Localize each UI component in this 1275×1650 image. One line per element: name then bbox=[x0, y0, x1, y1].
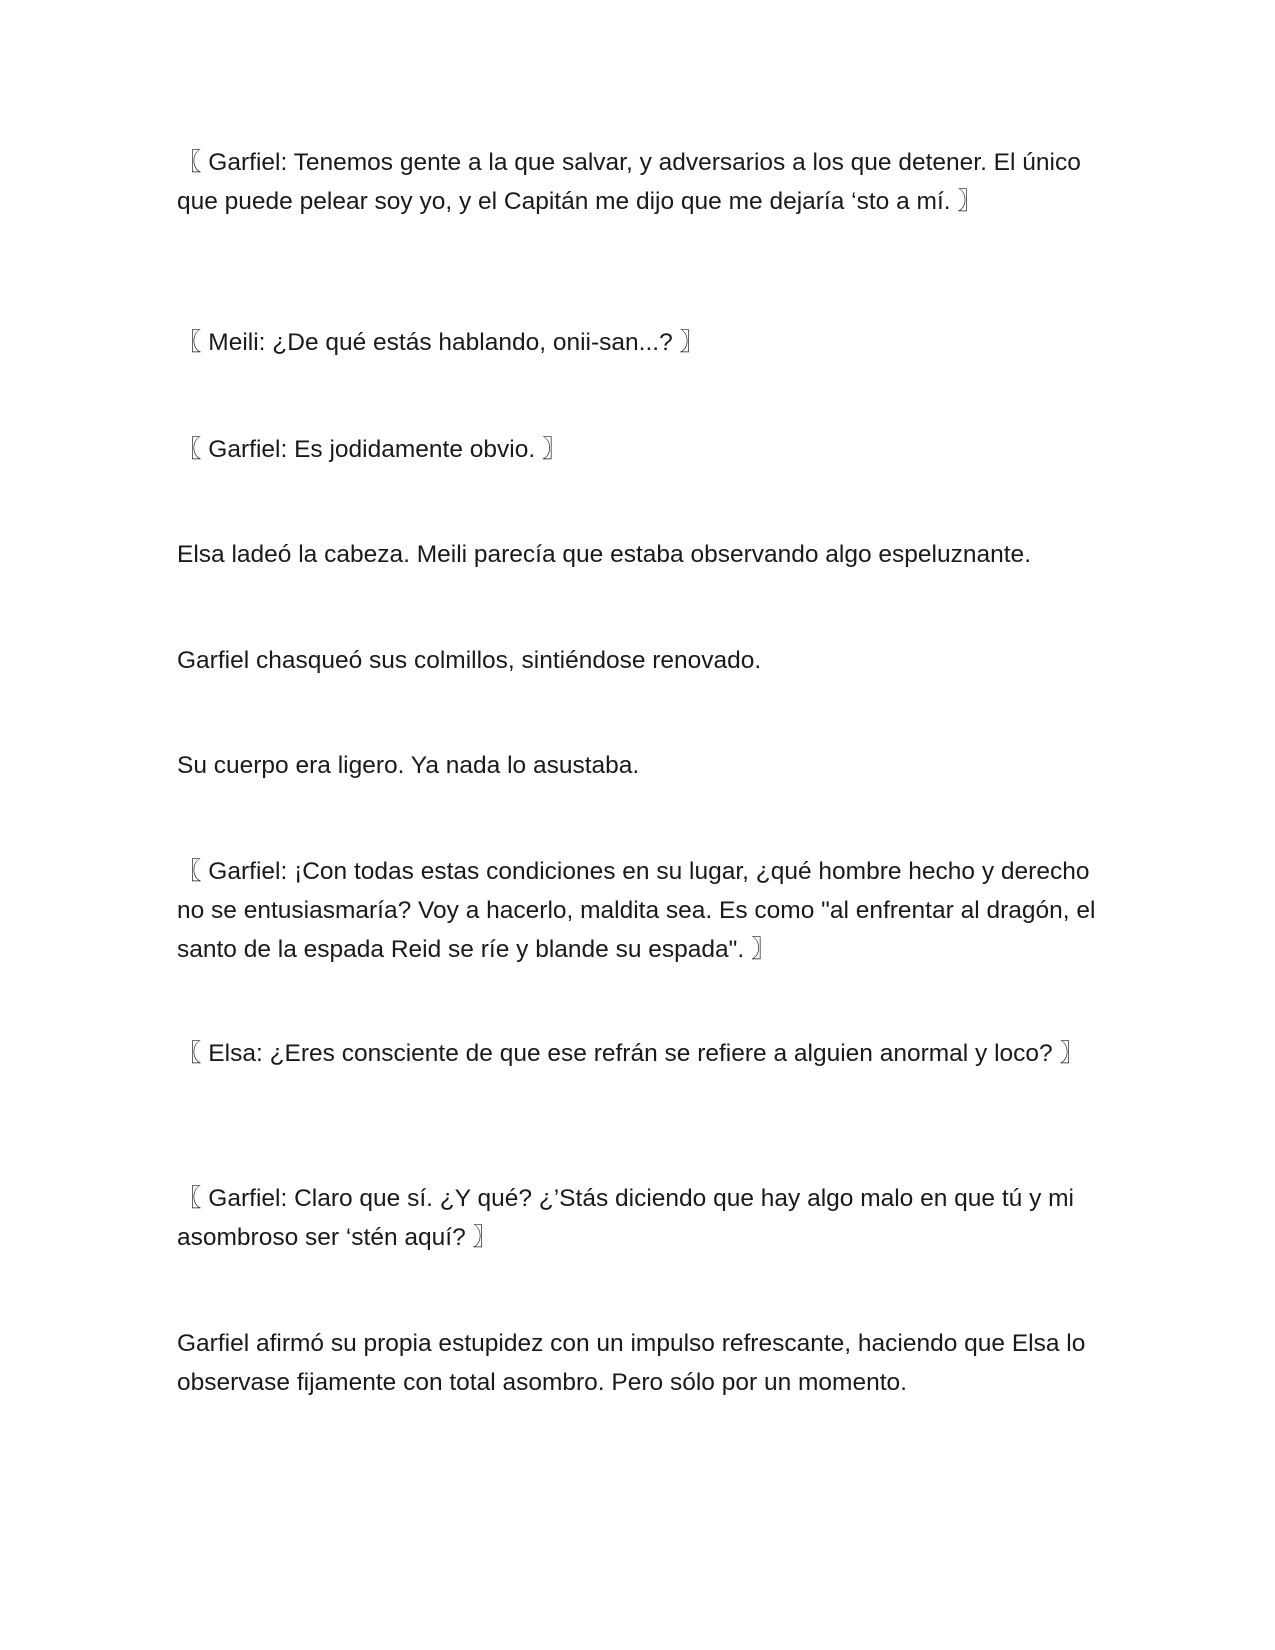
narration-elsa-meili: Elsa ladeó la cabeza. Meili parecía que estaba observando algo espeluznante. bbox=[177, 541, 1031, 568]
dialogue-meili: 〖 Meili: ¿De qué estás hablando, onii-san...? 〗 bbox=[177, 329, 705, 356]
narration-garfiel-body: Su cuerpo era ligero. Ya nada lo asustaba. bbox=[177, 752, 640, 779]
dialogue-garfiel-3: 〖 Garfiel: ¡Con todas estas condiciones en su lugar, ¿qué hombre hecho y derecho no se entusiasmaría? Voy a hacerlo, maldita sea. Es como "al enfrentar al dragón, el santo de la espada Reid se ríe y blande su espada". 〗 bbox=[177, 858, 1096, 963]
narration-garfiel-stupidity: Garfiel afirmó su propia estupidez con un impulso refrescante, haciendo que Elsa lo observase fijamente con total asombro. Pero sólo por un momento. bbox=[177, 1330, 1086, 1396]
dialogue-garfiel-1: 〖 Garfiel: Tenemos gente a la que salvar, y adversarios a los que detener. El único que puede pelear soy yo, y el Capitán me dijo que me dejaría ‘sto a mí. 〗 bbox=[177, 149, 1081, 215]
narration-garfiel-fangs: Garfiel chasqueó sus colmillos, sintiéndose renovado. bbox=[177, 647, 762, 674]
dialogue-elsa: 〖 Elsa: ¿Eres consciente de que ese refrán se refiere a alguien anormal y loco? 〗 bbox=[177, 1040, 1084, 1067]
dialogue-garfiel-2: 〖 Garfiel: Es jodidamente obvio. 〗 bbox=[177, 436, 567, 463]
dialogue-garfiel-4: 〖 Garfiel: Claro que sí. ¿Y qué? ¿’Stás diciendo que hay algo malo en que tú y mi asombroso ser ‘stén aquí? 〗 bbox=[177, 1185, 1075, 1251]
